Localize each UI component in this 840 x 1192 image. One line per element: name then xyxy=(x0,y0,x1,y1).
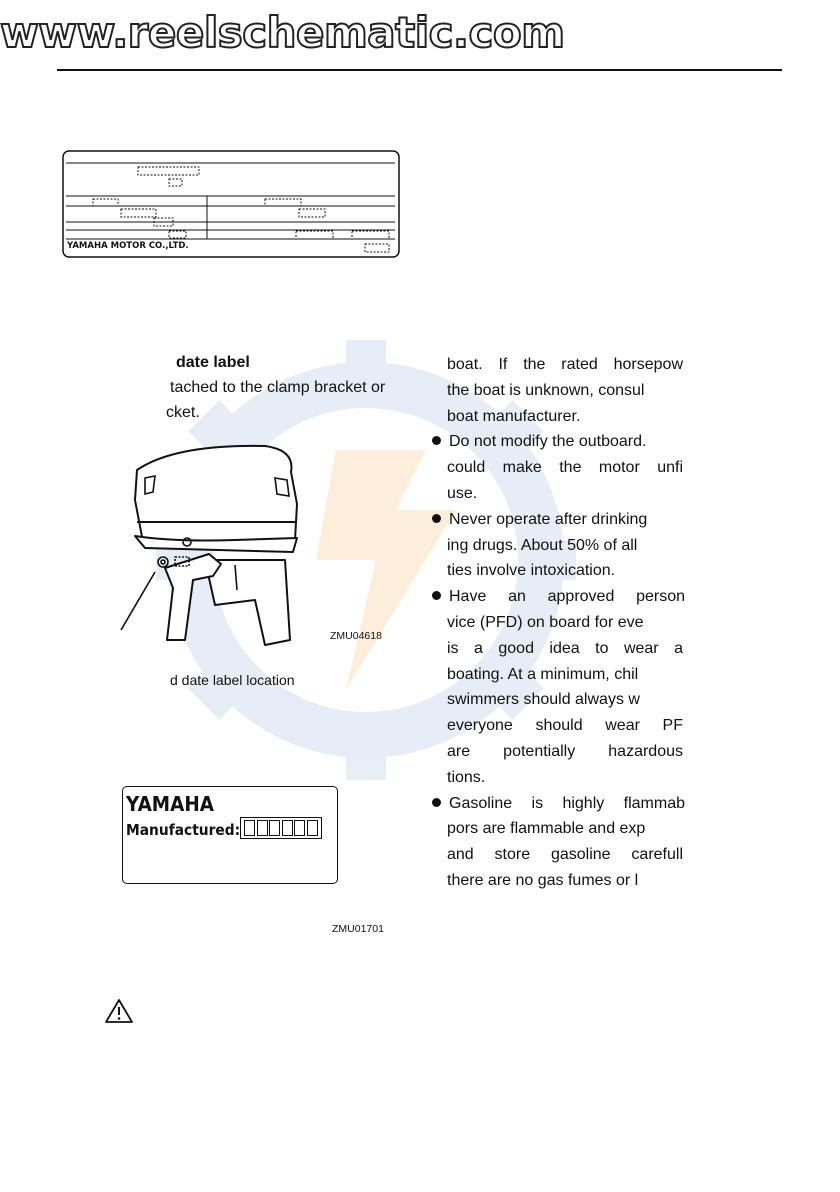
yamaha-brand-text: YAMAHA xyxy=(126,792,215,816)
line-text: pors are flammable and exp xyxy=(447,820,646,838)
line-text: swimmers should always w xyxy=(447,691,640,709)
bullet-icon xyxy=(432,798,441,807)
section-line-2: cket. xyxy=(166,404,200,421)
line-text: boating. At a minimum, chil xyxy=(447,665,639,683)
line-text: Gasoline is highly flammab xyxy=(449,794,685,812)
line-text: boat manufacturer. xyxy=(447,407,581,425)
outboard-motor-illustration xyxy=(115,440,320,655)
text-line xyxy=(432,481,840,507)
text-line xyxy=(432,378,840,404)
line-text: the boat is unknown, consul xyxy=(447,381,645,399)
line-text: are potentially hazardous xyxy=(447,742,683,760)
text-line xyxy=(432,662,840,688)
text-line xyxy=(432,558,840,584)
bullet-line xyxy=(432,507,840,533)
line-text: there are no gas fumes or l xyxy=(447,871,639,889)
line-text: could make the motor unfi xyxy=(447,459,683,477)
date-digit-box xyxy=(257,820,268,836)
text-line xyxy=(432,636,840,662)
text-line xyxy=(432,610,840,636)
manufactured-field-label: Manufactured: xyxy=(126,821,241,839)
bullet-icon xyxy=(432,591,441,600)
text-line xyxy=(432,404,840,430)
line-text: Never operate after drinking xyxy=(449,510,648,528)
text-line xyxy=(432,816,840,842)
warning-triangle-icon xyxy=(104,998,134,1024)
manufacture-date-boxes xyxy=(240,817,322,839)
text-line xyxy=(432,868,840,894)
figure1-caption: d date label location xyxy=(170,672,295,688)
text-line xyxy=(432,713,840,739)
section-heading: date label xyxy=(176,354,250,371)
bullet-line xyxy=(432,791,840,817)
right-column-text xyxy=(432,352,840,894)
date-digit-box xyxy=(269,820,280,836)
text-line xyxy=(432,739,840,765)
text-line xyxy=(432,765,840,791)
date-digit-box xyxy=(244,820,255,836)
header-rule xyxy=(57,69,782,71)
line-text: everyone should wear PF xyxy=(447,717,683,735)
line-text: boat. If the rated horsepow xyxy=(447,356,683,373)
line-text: Have an approved person xyxy=(449,588,685,606)
site-watermark-header: www.reelschematic.com xyxy=(0,8,565,57)
text-line xyxy=(432,687,840,713)
line-text: tions. xyxy=(447,768,486,786)
line-text: and store gasoline carefull xyxy=(447,846,683,864)
text-line xyxy=(432,352,840,378)
line-text: is a good idea to wear a xyxy=(447,639,683,657)
line-text: Do not modify the outboard. xyxy=(449,433,647,451)
date-digit-box xyxy=(307,820,318,836)
serial-label-maker: YAMAHA MOTOR CO.,LTD. xyxy=(67,241,189,251)
line-text: vice (PFD) on board for eve xyxy=(447,613,644,631)
bullet-icon xyxy=(432,436,441,445)
figure1-code: ZMU04618 xyxy=(330,630,382,642)
section-line-1: tached to the clamp bracket or xyxy=(170,379,386,396)
text-line xyxy=(432,455,840,481)
line-text: use. xyxy=(447,484,478,502)
line-text: ties involve intoxication. xyxy=(447,562,616,580)
bullet-icon xyxy=(432,514,441,523)
text-line xyxy=(432,533,840,559)
bullet-line xyxy=(432,584,840,610)
date-digit-box xyxy=(294,820,305,836)
text-line xyxy=(432,842,840,868)
date-digit-box xyxy=(282,820,293,836)
line-text: ing drugs. About 50% of all xyxy=(447,536,638,554)
bullet-line xyxy=(432,429,840,455)
figure2-code: ZMU01701 xyxy=(332,923,384,935)
